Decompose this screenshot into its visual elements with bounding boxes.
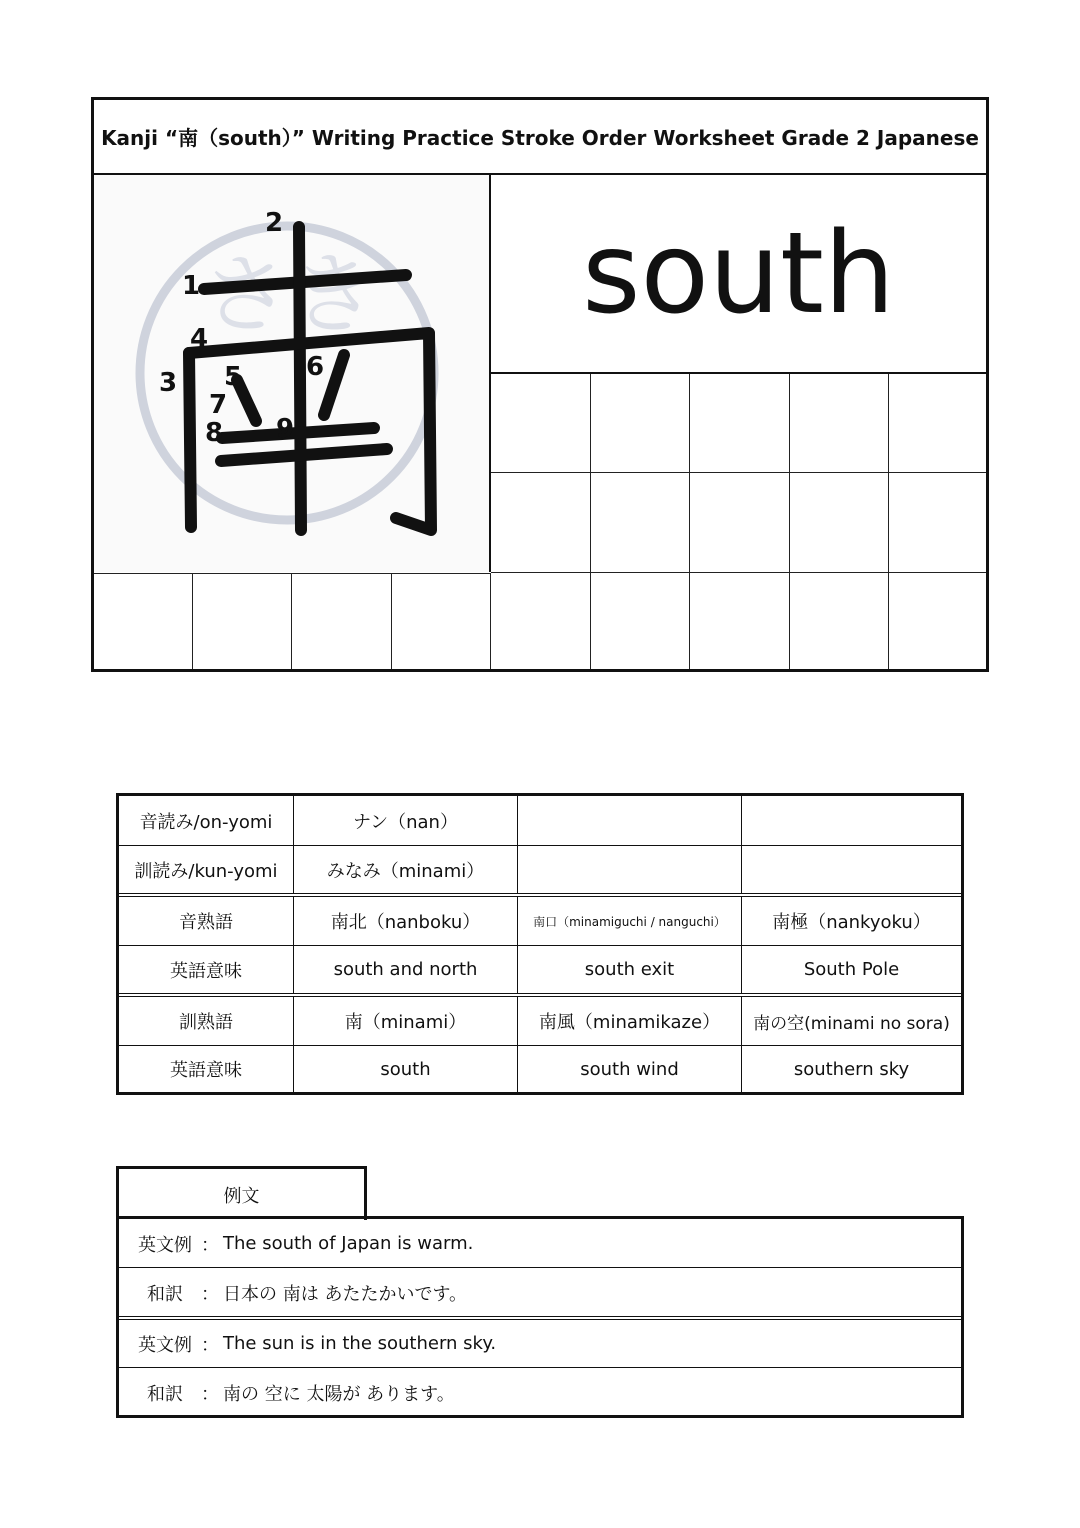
example-text: 南の 空に 太陽が あります。: [223, 1383, 455, 1405]
table-header-cell: 英語意味: [119, 946, 294, 994]
table-header-cell: 訓読み/kun-yomi: [119, 846, 294, 894]
practice-cell[interactable]: [193, 573, 292, 669]
stroke-3: [189, 353, 191, 527]
example-sentences: [116, 1216, 964, 1418]
practice-cell[interactable]: [591, 573, 690, 669]
stroke-6: [324, 355, 344, 415]
practice-cell[interactable]: [491, 573, 591, 669]
meaning-display: south: [491, 175, 986, 374]
stroke-number-3: 3: [159, 368, 178, 398]
table-header-cell: 英語意味: [119, 1046, 294, 1092]
example-label: 英文例: [138, 1334, 192, 1356]
colon: ：: [201, 1334, 219, 1356]
table-cell: [518, 796, 742, 846]
practice-cell[interactable]: [392, 573, 491, 669]
examples-tab-label: 例文: [116, 1166, 367, 1220]
stroke-number-1: 1: [182, 271, 201, 301]
practice-cell[interactable]: [690, 374, 790, 473]
practice-cell[interactable]: [491, 374, 591, 473]
stroke-number-5: 5: [224, 362, 243, 392]
practice-cell[interactable]: [790, 573, 889, 669]
stroke-2: [299, 227, 301, 530]
example-text: 日本の 南は あたたかいです。: [223, 1283, 468, 1305]
practice-cell[interactable]: [790, 374, 889, 473]
worksheet-title: Kanji “南（south）” Writing Practice Stroke Order Worksheet Grade 2 Japanese: [94, 100, 986, 175]
watermark-text: さき: [201, 243, 379, 346]
kanji-worksheet: [91, 97, 989, 672]
table-cell: 南の空(minami no sora): [742, 997, 961, 1046]
practice-cell[interactable]: [591, 473, 690, 573]
practice-cell[interactable]: [889, 473, 986, 573]
colon: ：: [201, 1283, 219, 1305]
table-cell: southern sky: [793, 1058, 910, 1080]
table-cell: みなみ（minami）: [294, 846, 518, 894]
stroke-number-9: 9: [276, 414, 295, 444]
example-row: [119, 1268, 961, 1317]
table-cell: [518, 846, 742, 894]
table-cell: 南口（minamiguchi / nanguchi）: [518, 897, 742, 946]
stroke-number-4: 4: [190, 324, 209, 354]
table-cell: [742, 846, 961, 894]
example-label: 和訳: [147, 1383, 183, 1405]
table-cell: South Pole: [742, 946, 961, 994]
table-cell: south exit: [518, 946, 742, 994]
table-cell: south: [294, 1046, 518, 1092]
stroke-number-2: 2: [265, 208, 284, 238]
practice-cell[interactable]: [889, 374, 986, 473]
stroke-order-diagram: [94, 175, 491, 572]
example-row: [119, 1368, 961, 1417]
table-cell: 南風（minamikaze）: [518, 997, 742, 1046]
readings-table: [116, 793, 964, 1095]
practice-cell[interactable]: [690, 573, 790, 669]
stroke-8: [221, 449, 387, 461]
table-cell: south and north: [294, 946, 518, 994]
table-header-cell: 訓熟語: [119, 997, 294, 1046]
kanji-stroke-diagram: [94, 175, 489, 570]
stroke-number-7: 7: [209, 390, 228, 420]
practice-cell[interactable]: [591, 374, 690, 473]
example-text: The sun is in the southern sky.: [223, 1333, 497, 1354]
practice-cell[interactable]: [292, 573, 392, 669]
practice-cell[interactable]: [491, 473, 591, 573]
colon: ：: [201, 1234, 219, 1256]
table-header-cell: 音熟語: [119, 897, 294, 946]
table-cell: ナン（nan）: [294, 796, 518, 846]
practice-cell[interactable]: [690, 473, 790, 573]
practice-cell[interactable]: [889, 573, 986, 669]
colon: ：: [201, 1383, 219, 1405]
table-cell: [742, 796, 961, 846]
example-label: 英文例: [138, 1234, 192, 1256]
table-cell: 南（minami）: [294, 997, 518, 1046]
table-cell: south wind: [518, 1046, 742, 1092]
table-cell: 南北（nanboku）: [294, 897, 518, 946]
stroke-number-8: 8: [205, 418, 224, 448]
stroke-number-6: 6: [306, 352, 325, 382]
example-row: [119, 1219, 961, 1268]
example-text: The south of Japan is warm.: [223, 1233, 474, 1254]
table-cell: 南極（nankyoku）: [742, 897, 961, 946]
table-header-cell: 音読み/on-yomi: [119, 796, 294, 846]
example-label: 和訳: [147, 1283, 183, 1305]
stroke-7: [222, 428, 374, 438]
example-row: [119, 1319, 961, 1368]
practice-cell[interactable]: [94, 573, 193, 669]
practice-cell[interactable]: [790, 473, 889, 573]
